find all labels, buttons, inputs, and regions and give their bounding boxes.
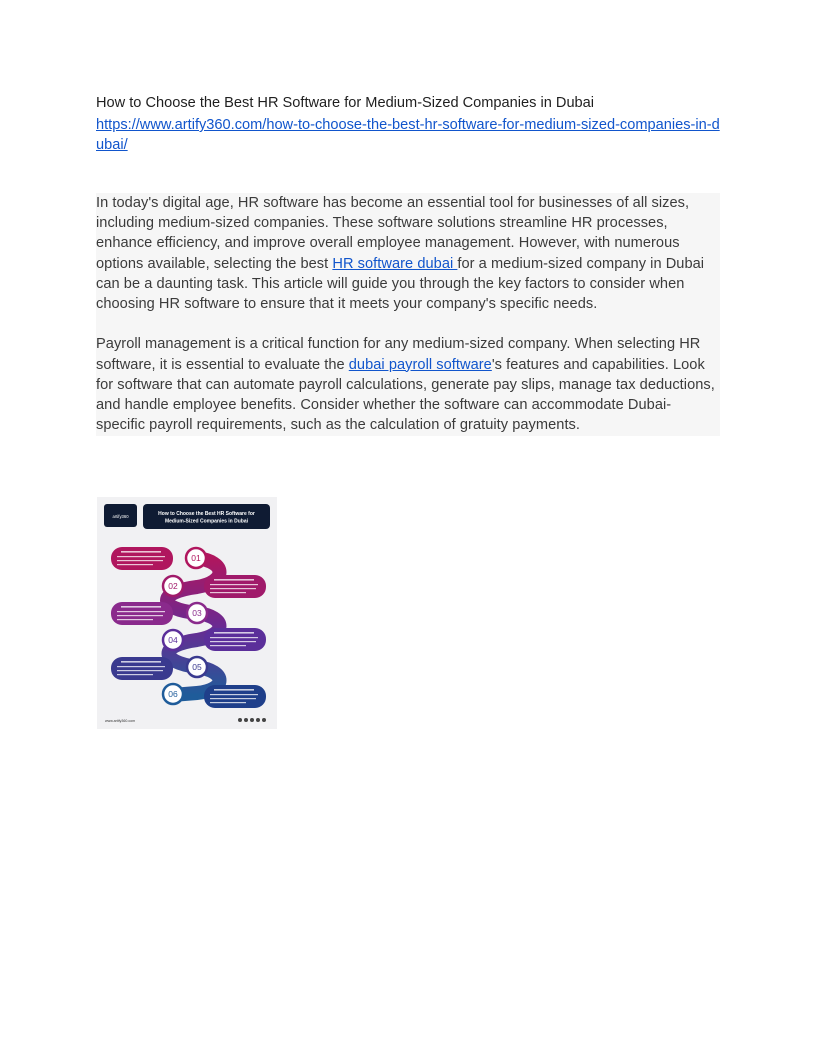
step-card-4 xyxy=(204,628,266,651)
document-title: How to Choose the Best HR Software for Medium-Sized Companies in Dubai xyxy=(96,95,595,111)
payroll-text-start: Payroll management is a critical function for any medium-sized company. When selecting HR software, it is essential to evaluate the xyxy=(96,336,701,373)
infographic-image xyxy=(97,497,277,729)
step-card-6 xyxy=(204,685,266,708)
step-number-5: 05 xyxy=(192,662,202,672)
infographic-header-line2: Medium-Sized Companies in Dubai xyxy=(164,518,249,525)
intro-text-end: for a medium-sized company in Dubai can be a daunting task. This article will guide you through the key factors to consider when choosing HR software to ensure that it meets your company's specific needs. xyxy=(96,255,705,313)
step-card-2 xyxy=(204,575,266,598)
step-card-3 xyxy=(111,602,173,625)
step-number-2: 02 xyxy=(168,581,178,591)
infographic-header-line1: How to Choose the Best HR Software for xyxy=(158,511,255,517)
article-url-link[interactable]: https://www.artify360.com/how-to-choose-the-best-hr-software-for-medium-sized-companies-in-dubai/ xyxy=(96,117,720,153)
intro-paragraph xyxy=(96,193,720,314)
step-card-5 xyxy=(111,657,173,680)
step-number-1: 01 xyxy=(191,553,201,563)
step-number-4: 04 xyxy=(168,635,178,645)
payroll-paragraph xyxy=(96,334,720,435)
step-number-3: 03 xyxy=(192,608,202,618)
intro-text-start: In today's digital age, HR software has become an essential tool for businesses of all sizes, including medium-sized companies. These software solutions streamline HR processes, enhance efficiency, and improve overall employee management. However, with numerous options available, selecting the best xyxy=(96,195,690,272)
dubai-payroll-software-link[interactable]: dubai payroll software xyxy=(348,356,492,373)
hr-software-dubai-link[interactable]: HR software dubai xyxy=(332,255,458,272)
article-body xyxy=(96,193,720,436)
payroll-text-end: 's features and capabilities. Look for software that can automate payroll calculations, generate pay slips, manage tax deductions, and handle employee benefits. Consider whether the software can accommodate Dubai-specific payroll requirements, such as the calculation of gratuity payments. xyxy=(96,356,715,434)
step-card-1 xyxy=(111,547,173,570)
step-number-6: 06 xyxy=(168,689,178,699)
infographic-footer-url: www.artify360.com xyxy=(105,719,136,723)
logo-text: artify360 xyxy=(112,514,129,519)
